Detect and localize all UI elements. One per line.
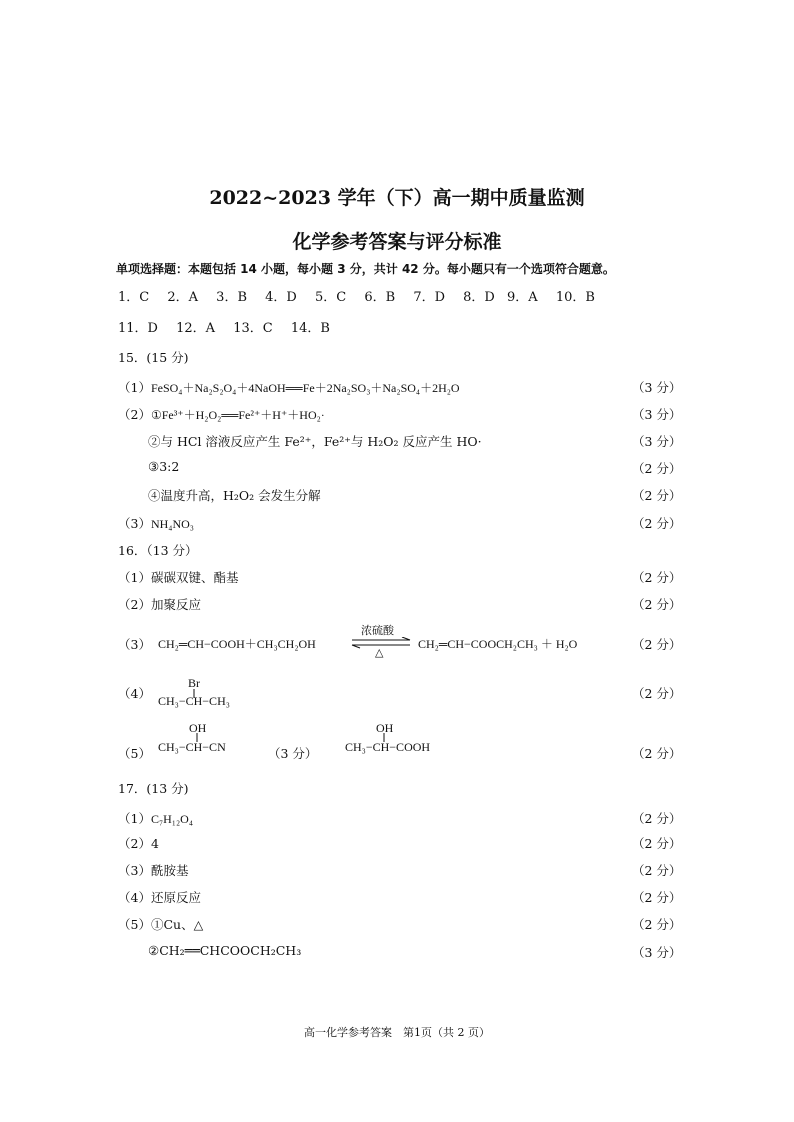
mc-answers-row-1: [118, 286, 609, 305]
mc-answer: 7．D: [413, 290, 446, 305]
mc-answer: 10．B: [555, 290, 595, 305]
page-footer: 高一化学参考答案 第1页（共 2 页）: [304, 1026, 490, 1039]
q17-heading: 17．(13 分): [118, 781, 189, 796]
q17-item-1: [118, 809, 193, 827]
substituent-label: OH: [189, 721, 207, 735]
structural-formula: CH₃−CH−COOH: [345, 740, 431, 754]
mc-answer: 12．A: [176, 321, 216, 336]
item-score: （2 分）: [632, 597, 682, 612]
mc-answer: 5．C: [314, 290, 347, 305]
q15-heading: 15．(15 分): [118, 350, 189, 365]
item-score: （2 分）: [632, 461, 682, 476]
item-score: （2 分）: [632, 863, 682, 878]
item-answer: FeSO₄＋Na₂S₂O₄＋4NaOH══Fe＋2Na₂SO₃＋Na₂SO₄＋2H₂O: [150, 381, 460, 395]
item-label: （1）: [118, 570, 151, 585]
q15-item-2-part-3: ③3:2: [148, 459, 180, 474]
item-answer: 4: [150, 836, 159, 851]
item-answer: ①Fe³⁺＋H₂O₂══Fe²⁺＋H⁺＋HO₂·: [150, 408, 325, 422]
item-answer: 碳碳双键、酯基: [150, 570, 239, 585]
item-label: （2）: [118, 407, 151, 422]
q15-item-2-part-4: ④温度升高，H₂O₂ 会发生分解: [148, 488, 321, 503]
reaction-reactants: CH₂═CH−COOH＋CH₃CH₂OH: [158, 637, 316, 651]
section-instruction: 单项选择题：本题包括 14 小题，每小题 3 分，共计 42 分。每小题只有一个选项符合题意。: [116, 262, 615, 276]
item-score: （2 分）: [632, 836, 682, 851]
item-score: （2 分）: [632, 488, 682, 503]
mc-answer: 4．D: [265, 290, 297, 305]
mc-answer: 9．A: [507, 290, 538, 305]
item-score: （2 分）: [632, 516, 682, 531]
mc-answer: 8．D: [463, 290, 495, 305]
q16-item-5-label: （5）: [118, 746, 151, 761]
item-answer: 酰胺基: [150, 863, 189, 878]
item-label: （1）: [118, 380, 151, 395]
q16-item-1: [118, 568, 238, 586]
substituent-label: OH: [376, 721, 394, 735]
item-label: （3）: [118, 863, 151, 878]
item-label: （3）: [118, 516, 151, 531]
reaction-condition-heat: △: [375, 646, 384, 659]
item-answer: C₇H₁₂O₄: [150, 812, 194, 826]
mc-answer: 6．B: [364, 290, 396, 305]
q16-heading: 16．（13 分）: [118, 543, 198, 558]
mc-answers-row-2: [118, 317, 344, 336]
q16-item-3-label: （3）: [118, 637, 151, 652]
item-label: （2）: [118, 597, 151, 612]
mc-answer: 1．C: [118, 290, 150, 305]
mc-answer: 13．C: [233, 321, 273, 336]
item-score: （3 分）: [632, 407, 682, 422]
structural-formula: CH₃−CH−CH₃: [158, 694, 230, 708]
item-score: （2 分）: [632, 917, 682, 932]
item-score: （3 分）: [632, 945, 682, 960]
item-score: （2 分）: [632, 746, 682, 761]
mc-answer: 2．A: [167, 290, 199, 305]
q16-item-4-label: （4）: [118, 686, 151, 701]
q15-item-2: [118, 405, 325, 423]
q17-item-5-part-2: ②CH₂══CHCOOCH₂CH₃: [148, 943, 302, 958]
item-label: （5）: [118, 917, 151, 932]
item-answer: NH₄NO₃: [150, 517, 194, 531]
mc-answer: 11．D: [118, 321, 158, 336]
item-score: （2 分）: [632, 686, 682, 701]
item-score: （2 分）: [632, 570, 682, 585]
item-score: （3 分）: [632, 380, 682, 395]
item-score: （2 分）: [632, 637, 682, 652]
mc-answer: 3．B: [216, 290, 247, 305]
substituent-label: Br: [188, 676, 200, 690]
reaction-products: CH₂═CH−COOCH₂CH₃ ＋ H₂O: [418, 637, 578, 651]
q17-item-4: [118, 888, 201, 906]
q16-item-2: [118, 595, 201, 613]
item-answer: ①Cu、△: [150, 917, 204, 932]
reaction-condition-catalyst: 浓硫酸: [361, 624, 394, 637]
q15-item-1: [118, 378, 460, 396]
item-label: （1）: [118, 811, 151, 826]
q17-item-5: [118, 915, 203, 933]
item-score: （2 分）: [632, 811, 682, 826]
partial-score: （3 分）: [268, 746, 318, 761]
item-score: （3 分）: [632, 434, 682, 449]
item-label: （4）: [118, 890, 151, 905]
structural-formula: CH₃−CH−CN: [158, 740, 226, 754]
item-answer: 还原反应: [150, 890, 201, 905]
item-score: （2 分）: [632, 890, 682, 905]
mc-answer: 14．B: [290, 321, 330, 336]
q17-item-2: [118, 834, 159, 852]
document-title: 2022~2023 学年（下）高一期中质量监测: [209, 187, 585, 209]
item-label: （2）: [118, 836, 151, 851]
q15-item-3: [118, 514, 194, 532]
document-subtitle: 化学参考答案与评分标准: [292, 231, 502, 253]
item-answer: 加聚反应: [150, 597, 201, 612]
q17-item-3: [118, 861, 188, 879]
q15-item-2-part-2: ②与 HCl 溶液反应产生 Fe²⁺，Fe²⁺与 H₂O₂ 反应产生 HO·: [148, 434, 482, 449]
